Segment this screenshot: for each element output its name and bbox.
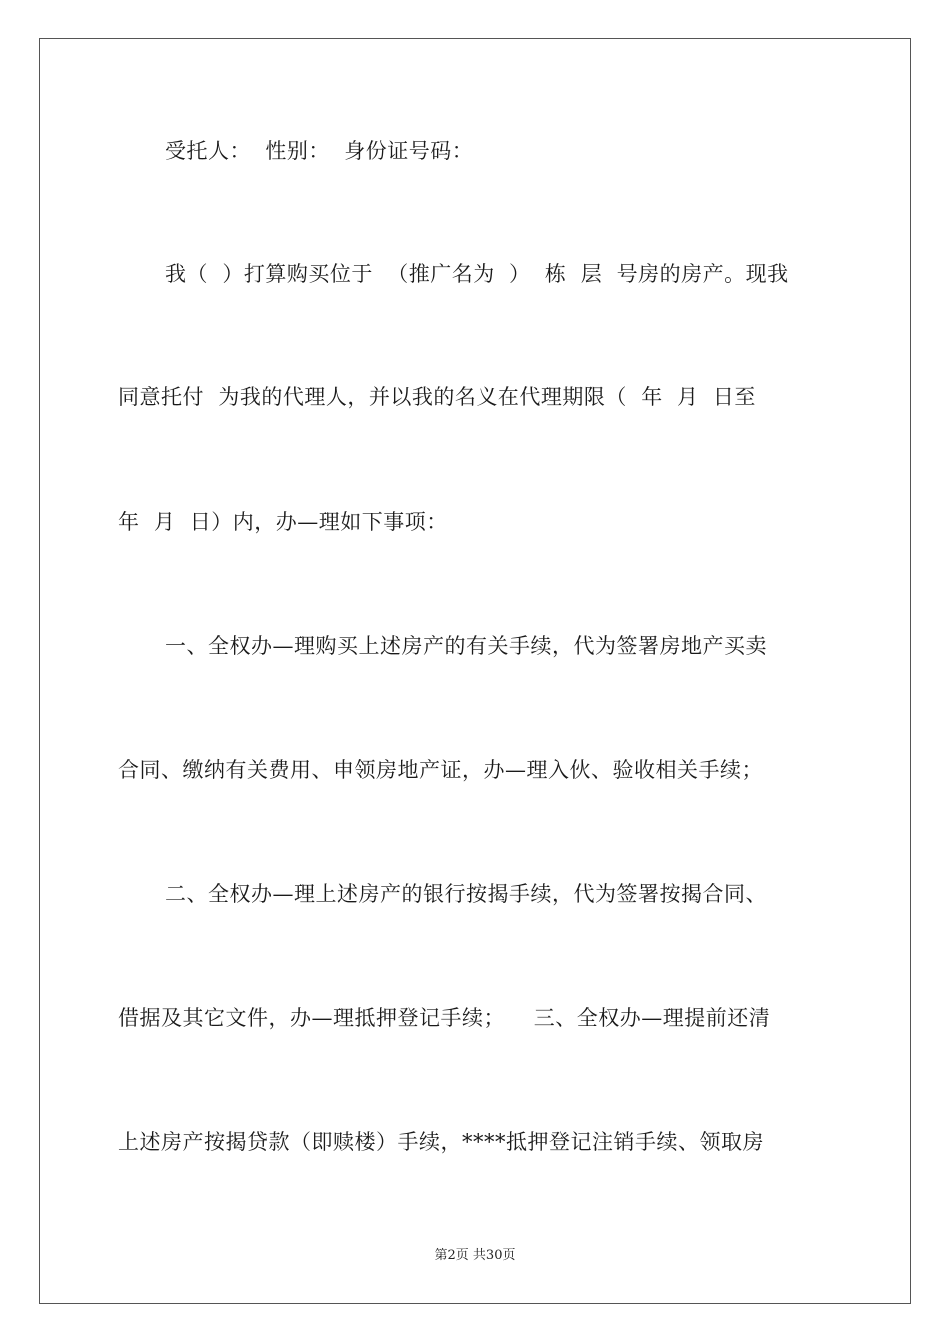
page-border [39, 38, 911, 1304]
text-line-1: 受托人： 性别： 身份证号码： [165, 139, 474, 163]
text-line-5: 一、全权办—理购买上述房产的有关手续，代为签署房地产买卖 [165, 634, 767, 658]
text-line-2: 我（ ）打算购买位于 （推广名为 ） 栋 层 号房的房产。现我 [165, 262, 789, 286]
text-line-8: 借据及其它文件，办—理抵押登记手续； 三、全权办—理提前还清 [118, 1006, 771, 1030]
text-line-9: 上述房产按揭贷款（即赎楼）手续，****抵押登记注销手续、领取房 [118, 1130, 764, 1154]
text-line-3: 同意托付 为我的代理人，并以我的名义在代理期限（ 年 月 日至 [118, 385, 756, 409]
text-line-6: 合同、缴纳有关费用、申领房地产证，办—理入伙、验收相关手续； [118, 758, 763, 782]
page-number-footer: 第2页 共30页 [434, 1248, 516, 1263]
text-line-4: 年 月 日）内，办—理如下事项： [118, 510, 448, 534]
text-line-7: 二、全权办—理上述房产的银行按揭手续，代为签署按揭合同、 [165, 882, 767, 906]
